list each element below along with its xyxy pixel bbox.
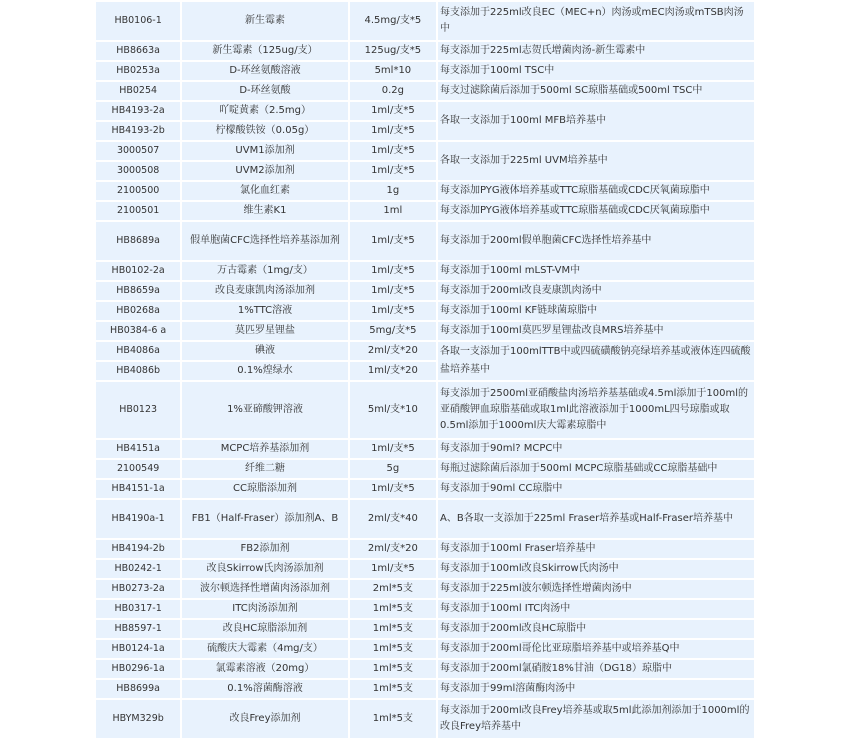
product-code-cell: HB4193-2a xyxy=(96,102,180,120)
usage-cell: 每支添加于90ml? MCPC中 xyxy=(438,440,754,458)
usage-cell: 每支添加于100ml改良Skirrow氏肉汤中 xyxy=(438,560,754,578)
product-code-cell: HB0106-1 xyxy=(96,2,180,40)
table-row xyxy=(96,382,754,438)
product-code-cell: HB4194-2b xyxy=(96,540,180,558)
table-row xyxy=(96,500,754,538)
product-name-cell: 吖啶黄素（2.5mg） xyxy=(182,102,348,120)
usage-cell: 每支添加于100ml ITC肉汤中 xyxy=(438,600,754,618)
spec-cell: 1ml*5支 xyxy=(350,660,436,678)
product-code-cell: HBYM329b xyxy=(96,700,180,738)
product-code-cell: HB0296-1a xyxy=(96,660,180,678)
product-name-cell: UVM2添加剂 xyxy=(182,162,348,180)
product-code-cell: HB0124-1a xyxy=(96,640,180,658)
product-code-cell: HB4193-2b xyxy=(96,122,180,140)
product-name-cell: FB2添加剂 xyxy=(182,540,348,558)
usage-cell: 每瓶过滤除菌后添加于500ml MCPC琼脂基础或CC琼脂基础中 xyxy=(438,460,754,478)
table-row xyxy=(96,342,754,360)
table-row xyxy=(96,322,754,340)
spec-cell: 5ml*10 xyxy=(350,62,436,80)
spec-cell: 1ml*5支 xyxy=(350,600,436,618)
usage-cell: 每支添加于100ml TSC中 xyxy=(438,62,754,80)
table-row xyxy=(96,142,754,160)
usage-cell: 每支添加PYG液体培养基或TTC琼脂基础或CDC厌氧菌琼脂中 xyxy=(438,202,754,220)
reagent-table xyxy=(94,0,756,740)
reagent-table-body xyxy=(96,2,754,738)
product-code-cell: HB0384-6 a xyxy=(96,322,180,340)
product-code-cell: HB4151a xyxy=(96,440,180,458)
usage-cell: 每支添加于99ml溶菌酶肉汤中 xyxy=(438,680,754,698)
spec-cell: 1ml/支*5 xyxy=(350,262,436,280)
product-code-cell: HB0102-2a xyxy=(96,262,180,280)
usage-cell: 各取一支添加于225ml UVM培养基中 xyxy=(438,142,754,180)
product-name-cell: 改良麦康凯肉汤添加剂 xyxy=(182,282,348,300)
table-row xyxy=(96,440,754,458)
table-row xyxy=(96,42,754,60)
usage-cell: 每支添加PYG液体培养基或TTC琼脂基础或CDC厌氧菌琼脂中 xyxy=(438,182,754,200)
table-row xyxy=(96,202,754,220)
usage-cell: 每支添加于200ml改良HC琼脂中 xyxy=(438,620,754,638)
usage-cell: 每支添加于200ml改良Frey培养基或取5ml此添加剂添加于1000ml的改良Frey培养基中 xyxy=(438,700,754,738)
spec-cell: 1ml/支*20 xyxy=(350,362,436,380)
usage-cell: 每支添加于90ml CC琼脂中 xyxy=(438,480,754,498)
product-name-cell: 维生素K1 xyxy=(182,202,348,220)
usage-cell: 每支添加于2500ml亚硝酸盐肉汤培养基基础或4.5ml添加于100ml的亚硝酸钾血琼脂基础或取1ml此溶液添加于1000mL四号琼脂或取0.5ml添加于1000ml庆大霉素琼脂中 xyxy=(438,382,754,438)
usage-cell: 每支添加于100ml mLST-VM中 xyxy=(438,262,754,280)
table-row xyxy=(96,580,754,598)
product-code-cell: 2100549 xyxy=(96,460,180,478)
product-name-cell: 万古霉素（1mg/支） xyxy=(182,262,348,280)
product-name-cell: 氯霉素溶液（20mg） xyxy=(182,660,348,678)
product-name-cell: 纤维二糖 xyxy=(182,460,348,478)
spec-cell: 1ml/支*5 xyxy=(350,302,436,320)
product-code-cell: HB4190a-1 xyxy=(96,500,180,538)
table-row xyxy=(96,640,754,658)
usage-cell: 每支添加于200ml氯硝胺18%甘油（DG18）琼脂中 xyxy=(438,660,754,678)
table-row xyxy=(96,262,754,280)
product-code-cell: HB0242-1 xyxy=(96,560,180,578)
usage-cell: 每支添加于100ml莫匹罗星锂盐改良MRS培养基中 xyxy=(438,322,754,340)
product-name-cell: 1%TTC溶液 xyxy=(182,302,348,320)
product-name-cell: 改良Frey添加剂 xyxy=(182,700,348,738)
spec-cell: 1ml/支*5 xyxy=(350,142,436,160)
spec-cell: 1ml/支*5 xyxy=(350,282,436,300)
usage-cell: 每支添加于225ml改良EC（MEC+n）肉汤或mEC肉汤或mTSB肉汤中 xyxy=(438,2,754,40)
spec-cell: 1ml/支*5 xyxy=(350,440,436,458)
spec-cell: 5ml/支*10 xyxy=(350,382,436,438)
product-code-cell: 3000507 xyxy=(96,142,180,160)
spec-cell: 1ml/支*5 xyxy=(350,480,436,498)
spec-cell: 1ml*5支 xyxy=(350,620,436,638)
product-name-cell: CC琼脂添加剂 xyxy=(182,480,348,498)
spec-cell: 2ml/支*20 xyxy=(350,540,436,558)
spec-cell: 2ml/支*20 xyxy=(350,342,436,360)
usage-cell: A、B各取一支添加于225ml Fraser培养基或Half-Fraser培养基中 xyxy=(438,500,754,538)
spec-cell: 2ml*5支 xyxy=(350,580,436,598)
product-name-cell: FB1（Half-Fraser）添加剂A、B xyxy=(182,500,348,538)
usage-cell: 每支过滤除菌后添加于500ml SC琼脂基础或500ml TSC中 xyxy=(438,82,754,100)
spec-cell: 1ml*5支 xyxy=(350,680,436,698)
product-code-cell: HB8689a xyxy=(96,222,180,260)
usage-cell: 每支添加于100ml KF链球菌琼脂中 xyxy=(438,302,754,320)
product-code-cell: HB4086b xyxy=(96,362,180,380)
table-row xyxy=(96,62,754,80)
product-name-cell: 0.1%溶菌酶溶液 xyxy=(182,680,348,698)
table-row xyxy=(96,680,754,698)
product-code-cell: 2100501 xyxy=(96,202,180,220)
product-code-cell: HB0254 xyxy=(96,82,180,100)
table-row xyxy=(96,182,754,200)
product-name-cell: 假单胞菌CFC选择性培养基添加剂 xyxy=(182,222,348,260)
spec-cell: 1ml*5支 xyxy=(350,640,436,658)
usage-cell: 每支添加于200ml哥伦比亚琼脂培养基中或培养基Q中 xyxy=(438,640,754,658)
product-code-cell: HB8659a xyxy=(96,282,180,300)
table-row xyxy=(96,660,754,678)
usage-cell: 各取一支添加于100ml MFB培养基中 xyxy=(438,102,754,140)
table-row xyxy=(96,480,754,498)
product-name-cell: 碘液 xyxy=(182,342,348,360)
table-row xyxy=(96,620,754,638)
table-row xyxy=(96,222,754,260)
product-name-cell: D-环丝氨酸溶液 xyxy=(182,62,348,80)
spec-cell: 1ml/支*5 xyxy=(350,560,436,578)
spec-cell: 1ml xyxy=(350,202,436,220)
product-code-cell: HB0317-1 xyxy=(96,600,180,618)
product-name-cell: 氯化血红素 xyxy=(182,182,348,200)
product-code-cell: HB0273-2a xyxy=(96,580,180,598)
product-name-cell: 波尔顿选择性增菌肉汤添加剂 xyxy=(182,580,348,598)
product-name-cell: 0.1%煌绿水 xyxy=(182,362,348,380)
product-name-cell: UVM1添加剂 xyxy=(182,142,348,160)
usage-cell: 每支添加于225ml波尔顿选择性增菌肉汤中 xyxy=(438,580,754,598)
spec-cell: 125ug/支*5 xyxy=(350,42,436,60)
usage-cell: 每支添加于100ml Fraser培养基中 xyxy=(438,540,754,558)
spec-cell: 0.2g xyxy=(350,82,436,100)
product-name-cell: 新生霉素 xyxy=(182,2,348,40)
table-row xyxy=(96,282,754,300)
product-code-cell: HB8699a xyxy=(96,680,180,698)
spec-cell: 2ml/支*40 xyxy=(350,500,436,538)
product-name-cell: 1%亚碲酸钾溶液 xyxy=(182,382,348,438)
table-row xyxy=(96,540,754,558)
product-name-cell: MCPC培养基添加剂 xyxy=(182,440,348,458)
product-code-cell: HB4151-1a xyxy=(96,480,180,498)
product-name-cell: 改良Skirrow氏肉汤添加剂 xyxy=(182,560,348,578)
spec-cell: 1ml/支*5 xyxy=(350,162,436,180)
table-row xyxy=(96,700,754,738)
usage-cell: 每支添加于225ml志贺氏增菌肉汤-新生霉素中 xyxy=(438,42,754,60)
usage-cell: 每支添加于200ml假单胞菌CFC选择性培养基中 xyxy=(438,222,754,260)
spec-cell: 1ml*5支 xyxy=(350,700,436,738)
spec-cell: 1ml/支*5 xyxy=(350,222,436,260)
product-code-cell: HB0253a xyxy=(96,62,180,80)
table-row xyxy=(96,102,754,120)
spec-cell: 1ml/支*5 xyxy=(350,102,436,120)
table-row xyxy=(96,302,754,320)
product-code-cell: HB0123 xyxy=(96,382,180,438)
spec-cell: 1ml/支*5 xyxy=(350,122,436,140)
product-code-cell: HB8597-1 xyxy=(96,620,180,638)
product-name-cell: 柠檬酸铁铵（0.05g） xyxy=(182,122,348,140)
product-name-cell: 改良HC琼脂添加剂 xyxy=(182,620,348,638)
product-name-cell: 新生霉素（125ug/支） xyxy=(182,42,348,60)
usage-cell: 各取一支添加于100mlTTB中或四硫磺酸钠亮绿培养基或液体连四硫酸盐培养基中 xyxy=(438,342,754,380)
product-name-cell: 莫匹罗星锂盐 xyxy=(182,322,348,340)
spec-cell: 4.5mg/支*5 xyxy=(350,2,436,40)
table-row xyxy=(96,460,754,478)
product-code-cell: 3000508 xyxy=(96,162,180,180)
table-row xyxy=(96,560,754,578)
product-code-cell: HB8663a xyxy=(96,42,180,60)
product-code-cell: 2100500 xyxy=(96,182,180,200)
product-code-cell: HB4086a xyxy=(96,342,180,360)
table-row xyxy=(96,600,754,618)
product-code-cell: HB0268a xyxy=(96,302,180,320)
table-row xyxy=(96,2,754,40)
product-name-cell: 硫酸庆大霉素（4mg/支） xyxy=(182,640,348,658)
product-name-cell: ITC肉汤添加剂 xyxy=(182,600,348,618)
usage-cell: 每支添加于200ml改良麦康凯肉汤中 xyxy=(438,282,754,300)
spec-cell: 5g xyxy=(350,460,436,478)
product-name-cell: D-环丝氨酸 xyxy=(182,82,348,100)
table-row xyxy=(96,82,754,100)
spec-cell: 5mg/支*5 xyxy=(350,322,436,340)
spec-cell: 1g xyxy=(350,182,436,200)
